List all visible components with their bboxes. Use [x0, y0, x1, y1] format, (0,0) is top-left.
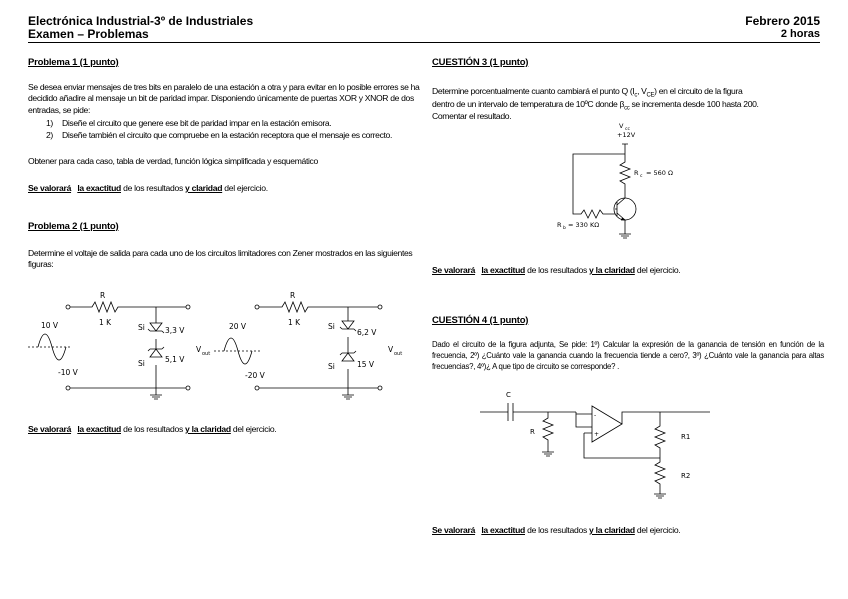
valuation-clarity: y claridad: [185, 183, 223, 193]
q3-sub-c: c: [634, 92, 638, 99]
c1-vout-sub: out: [202, 351, 211, 357]
zener-limiter-circuits: [28, 285, 420, 415]
r2-resistor: [655, 458, 665, 494]
problem1-item2: Diseñe también el circuito que compruebe en la estación receptora que el mensaje es correcto.: [62, 130, 393, 140]
ground1: [150, 388, 162, 399]
q4-opamp-plus: +: [594, 431, 600, 438]
output2-terminal-bottom: [378, 386, 382, 390]
valuation-accuracy: la exactitud: [481, 265, 525, 275]
output1-terminal-top: [186, 305, 190, 309]
opamp-highpass-circuit: [480, 386, 710, 506]
valuation-accuracy: la exactitud: [481, 525, 525, 535]
resistor1: [70, 302, 186, 312]
valuation-end: del ejercicio.: [222, 183, 268, 193]
q3-line1-b: , V: [637, 86, 647, 96]
valuation-label: Se valorará: [28, 183, 72, 193]
q4-r2-label: R2: [681, 472, 691, 480]
problem1-outro: Obtener para cada caso, tabla de verdad, función lógica simplificada y esquemático: [28, 156, 318, 166]
valuation-end: del ejercicio.: [634, 525, 681, 535]
input2-terminal-top: [255, 305, 259, 309]
output1-terminal-bottom: [186, 386, 190, 390]
question4-valuation: [432, 525, 680, 535]
q3-vcc: V: [619, 122, 624, 130]
q3-line2-b: se incrementa desde 100 hasta 200.: [629, 99, 759, 109]
zener2-upper: [342, 321, 354, 329]
problem1-item1: Diseñe el circuito que genere ese bit de paridad impar en la estación emisora.: [62, 118, 332, 128]
q3-rc-value: = 560 Ω: [646, 169, 673, 177]
question4-text: Dado el circuito de la figura adjunta, Se pide: 1º) Calcular la expresión de la ganancia de tensión en función de la frecuencia, 2º) ¿Cuánto vale la ganancia cuando la frecuencia tiende a cero?, 3º) ¿Cuánto vale la ganancia para altas frecuencias?, 4º)¿ A que tipo de circuito se corresponde? .: [432, 340, 824, 371]
valuation-results: de los resultados: [525, 265, 590, 275]
q4-c-label: C: [506, 391, 511, 399]
q3-vcc-value: +12V: [617, 131, 636, 139]
question3-title: CUESTIÓN 3 (1 punto): [432, 57, 529, 68]
q3-line1-c: ) en el circuito de la figura: [654, 86, 743, 96]
ground: [619, 234, 631, 238]
exam-duration: 2 horas: [780, 28, 820, 40]
ground-r: [542, 452, 554, 456]
problem1-item2-num: 2): [46, 130, 53, 140]
rc-resistor: [620, 148, 630, 198]
valuation-end: del ejercicio.: [230, 424, 277, 434]
q3-line2-a: dentro de un intervalo de temperatura de 10ºC donde β: [432, 99, 625, 109]
valuation-results: de los resultados: [121, 183, 186, 193]
valuation-clarity: y la claridad: [589, 265, 635, 275]
c1-vin-pos: 10 V: [41, 321, 59, 330]
problem1-item1-num: 1): [46, 118, 53, 128]
q4-opamp-minus: -: [594, 412, 597, 419]
c2-z1-value: 6,2 V: [357, 328, 377, 337]
exam-subject: Electrónica Industrial-3º de Industriales: [28, 14, 254, 28]
valuation-accuracy: la exactitud: [77, 424, 121, 434]
valuation-clarity: y la claridad: [589, 525, 635, 535]
valuation-accuracy: la exactitud: [77, 183, 121, 193]
q3-vcc-sub: cc: [625, 127, 630, 132]
c2-z2-value: 15 V: [357, 360, 375, 369]
c1-vout: V: [196, 345, 202, 354]
q3-rb: R: [557, 221, 562, 229]
zener1-lower: [150, 349, 162, 357]
problem2-text: Determine el voltaje de salida para cada uno de los circuitos limitadores con Zener mostrados en las siguientes figuras:: [28, 248, 413, 270]
c2-vout-sub: out: [394, 351, 403, 357]
valuation-results: de los resultados: [525, 525, 590, 535]
q3-sub-ce: CE: [646, 92, 655, 99]
zener1-upper: [150, 323, 162, 331]
q4-r-label: R: [530, 428, 535, 436]
c2-vin-neg: -20 V: [245, 371, 265, 380]
r-resistor: [543, 412, 553, 452]
valuation-label: Se valorará: [432, 265, 476, 275]
c1-vin-neg: -10 V: [58, 368, 78, 377]
q3-sub-cc: cc: [624, 105, 630, 112]
q3-line1-a: Determine porcentualmente cuanto cambiará el punto Q (I: [432, 86, 635, 96]
vcc-terminal: [622, 144, 628, 148]
header-rule: [28, 42, 820, 43]
c1-z2-type: Si: [138, 359, 145, 368]
q4-r1-label: R1: [681, 433, 691, 441]
c1-z2-value: 5,1 V: [165, 355, 185, 364]
exam-date: Febrero 2015: [745, 14, 820, 28]
problem1-title: Problema 1 (1 punto): [28, 57, 119, 68]
q3-rc-sub: c: [640, 174, 643, 179]
exam-type: Examen – Problemas: [28, 27, 149, 41]
q3-rc: R: [634, 169, 639, 177]
problem2-title: Problema 2 (1 punto): [28, 221, 119, 232]
c2-vout: V: [388, 345, 394, 354]
input2-terminal-bottom: [255, 386, 259, 390]
bjt-bias-circuit: [555, 118, 685, 248]
question3-valuation: [432, 265, 680, 275]
input1-terminal-top: [66, 305, 70, 309]
q3-rb-sub: b: [563, 226, 566, 231]
valuation-label: Se valorará: [432, 525, 476, 535]
c1-r-label: R: [100, 291, 106, 300]
c2-z2-type: Si: [328, 362, 335, 371]
q3-rb-value: = 330 KΩ: [568, 221, 600, 229]
c2-z1-type: Si: [328, 322, 335, 331]
ground2: [342, 388, 354, 399]
valuation-end: del ejercicio.: [634, 265, 681, 275]
ground-r2: [654, 494, 666, 498]
output2-terminal-top: [378, 305, 382, 309]
c1-z1-type: Si: [138, 323, 145, 332]
problem2-valuation: [28, 424, 276, 434]
resistor2: [259, 302, 378, 312]
zener2-lower: [342, 353, 354, 361]
c2-vin-pos: 20 V: [229, 322, 247, 331]
valuation-results: de los resultados: [121, 424, 186, 434]
valuation-label: Se valorará: [28, 424, 72, 434]
c1-r-value: 1 K: [99, 318, 112, 327]
problem1-valuation: [28, 183, 268, 193]
r1-resistor: [655, 412, 665, 458]
c2-r-value: 1 K: [288, 318, 301, 327]
problem1-intro: Se desea enviar mensajes de tres bits en paralelo de una estación a otra y para evitar en lo posible errores se ha decidido añadire al mensaje un bit de paridad impar. Disponiendo únicamente de puertas XOR y XNOR de dos entradas, se pide:: [28, 82, 420, 115]
capacitor: [480, 403, 576, 421]
question3-line3: Comentar el resultado.: [432, 111, 512, 121]
valuation-clarity: y la claridad: [185, 424, 231, 434]
input1-terminal-bottom: [66, 386, 70, 390]
c1-z1-value: 3,3 V: [165, 326, 185, 335]
c2-r-label: R: [290, 291, 296, 300]
question4-title: CUESTIÓN 4 (1 punto): [432, 315, 529, 326]
